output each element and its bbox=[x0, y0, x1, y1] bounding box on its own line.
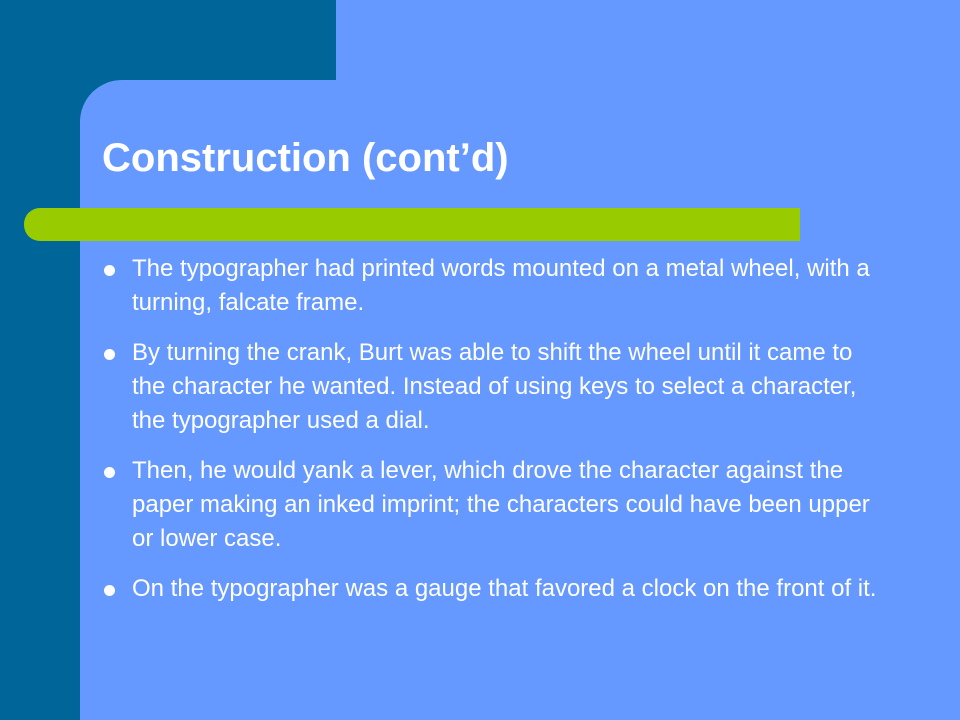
bullet-dot-icon bbox=[104, 265, 115, 276]
bullet-item-1 bbox=[100, 252, 890, 320]
bullet-item-4 bbox=[100, 572, 890, 606]
bullet-text: The typographer had printed words mounted on a metal wheel, with a turning, falcate frame. bbox=[132, 255, 870, 316]
slide-title: Construction (cont’d) bbox=[102, 136, 509, 180]
bullet-text: On the typographer was a gauge that favored a clock on the front of it. bbox=[132, 575, 877, 602]
bullet-item-3 bbox=[100, 454, 890, 556]
bullet-dot-icon bbox=[104, 467, 115, 478]
bullet-dot-icon bbox=[104, 585, 115, 596]
bullet-item-2 bbox=[100, 336, 890, 438]
title-underline-bar bbox=[24, 208, 800, 241]
bullet-list bbox=[100, 252, 890, 622]
top-background-block bbox=[336, 0, 960, 80]
bullet-dot-icon bbox=[104, 349, 115, 360]
bullet-text: Then, he would yank a lever, which drove the character against the paper making an inked imprint; the characters could have been upper or lower case. bbox=[132, 457, 870, 552]
bullet-text: By turning the crank, Burt was able to shift the wheel until it came to the character he wanted. Instead of using keys to select a character, the typographer used a dial. bbox=[132, 339, 857, 434]
